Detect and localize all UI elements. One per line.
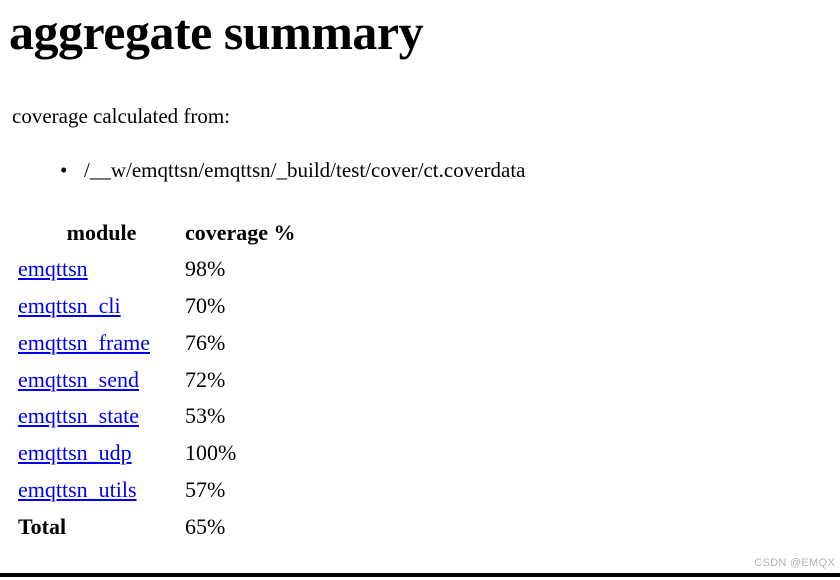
coverage-table	[18, 215, 296, 546]
coverage-value: 100%	[185, 440, 237, 466]
table-row	[18, 362, 296, 399]
table-row	[18, 325, 296, 362]
coverage-column-header: coverage %	[185, 219, 296, 245]
source-file-item: • /__w/emqttsn/emqttsn/_build/test/cover/ct.coverdata	[84, 158, 840, 182]
bottom-border-bar	[0, 573, 840, 577]
coverage-value: 70%	[185, 293, 226, 319]
table-row	[18, 398, 296, 435]
module-link-emqttsn[interactable]: emqttsn	[18, 256, 88, 282]
module-column-header: module	[66, 219, 137, 245]
table-row	[18, 251, 296, 288]
module-link-emqttsn-state[interactable]: emqttsn_state	[18, 403, 139, 429]
csdn-watermark: CSDN @EMQX	[754, 557, 835, 569]
table-header-row	[18, 215, 296, 252]
table-row-total	[18, 509, 296, 546]
coverage-value: 98%	[185, 256, 226, 282]
coverage-value: 57%	[185, 477, 226, 503]
table-row	[18, 435, 296, 472]
coverage-value: 72%	[185, 366, 226, 392]
total-coverage-value: 65%	[185, 513, 226, 539]
module-link-emqttsn-cli[interactable]: emqttsn_cli	[18, 293, 121, 319]
total-label: Total	[18, 513, 67, 539]
table-row	[18, 288, 296, 325]
module-link-emqttsn-utils[interactable]: emqttsn_utils	[18, 477, 137, 503]
module-link-emqttsn-send[interactable]: emqttsn_send	[18, 366, 139, 392]
module-link-emqttsn-frame[interactable]: emqttsn_frame	[18, 329, 150, 355]
intro-text: coverage calculated from:	[12, 103, 231, 128]
page-title: aggregate summary	[9, 4, 424, 60]
module-link-emqttsn-udp[interactable]: emqttsn_udp	[18, 440, 132, 466]
coverage-value: 76%	[185, 329, 226, 355]
source-file-list	[0, 158, 840, 182]
table-row	[18, 472, 296, 509]
coverage-value: 53%	[185, 403, 226, 429]
